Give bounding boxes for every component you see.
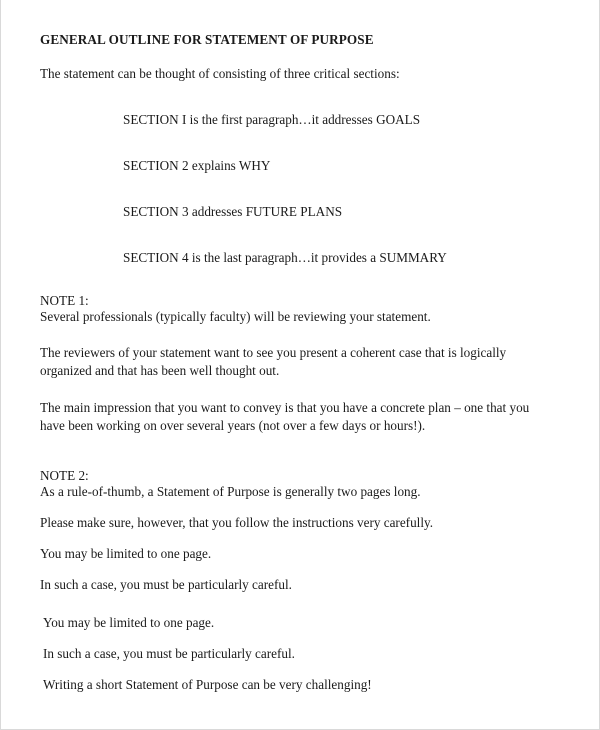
note-1-subtitle: Several professionals (typically faculty) will be reviewing your statement. (40, 309, 431, 324)
note-2-label: NOTE 2: (40, 468, 89, 483)
note-2-line-3: In such a case, you must be particularly careful. (40, 577, 292, 592)
section-item-3: SECTION 3 addresses FUTURE PLANS (123, 204, 343, 219)
note-1-paragraph-1 (40, 344, 564, 380)
intro-paragraph: The statement can be thought of consisting of three critical sections: (40, 66, 400, 81)
note-1-paragraph-2 (40, 399, 564, 435)
note-2-closing-line-1: You may be limited to one page. (43, 615, 215, 630)
section-item-2: SECTION 2 explains WHY (123, 158, 271, 173)
section-outline-list (40, 113, 564, 297)
note-2-line-2: You may be limited to one page. (40, 546, 212, 561)
section-item-1: SECTION I is the first paragraph…it addresses GOALS (123, 112, 421, 127)
page-title: GENERAL OUTLINE FOR STATEMENT OF PURPOSE (40, 32, 374, 47)
note-1-paragraph-1-line-2: organized and that has been well thought out. (40, 363, 280, 378)
note-1-paragraph-1-line-1: The reviewers of your statement want to see you present a coherent case that is logically (40, 345, 507, 360)
note-2-line-1: Please make sure, however, that you follow the instructions very carefully. (40, 515, 434, 530)
note-2-subtitle: As a rule-of-thumb, a Statement of Purpose is generally two pages long. (40, 484, 421, 499)
note-2-closing-line-2: In such a case, you must be particularly careful. (43, 646, 295, 661)
section-item-4: SECTION 4 is the last paragraph…it provides a SUMMARY (123, 250, 447, 265)
note-2-block (40, 468, 564, 500)
note-1-paragraph-2-line-1: The main impression that you want to convey is that you have a concrete plan – one that you (40, 400, 530, 415)
note-2-closing-line-3: Writing a short Statement of Purpose can be very challenging! (43, 677, 372, 692)
note-1-label: NOTE 1: (40, 293, 89, 308)
note-1-block (40, 293, 564, 325)
note-1-paragraph-2-line-2: have been working on over several years (not over a few days or hours!). (40, 418, 426, 433)
